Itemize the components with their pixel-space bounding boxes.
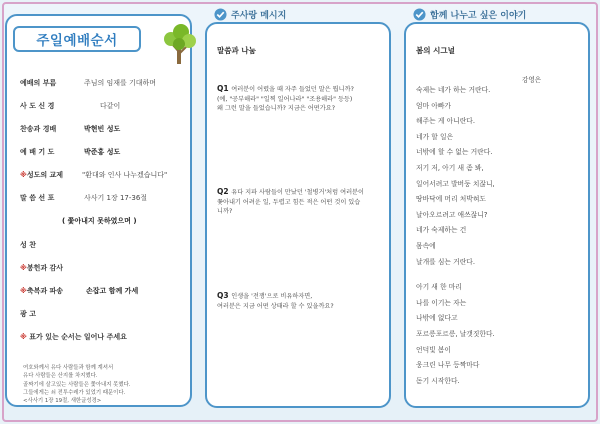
- poem-title: 봄의 시그널: [416, 46, 455, 55]
- order-item-label-text: 표가 있는 순서는 일어나 주세요: [26, 333, 127, 341]
- poem-line: 일어서려고 발버둥 치잖니,: [416, 179, 495, 188]
- story-panel: [404, 22, 590, 408]
- poem-line: 땅바닥에 머리 처박혀도: [416, 195, 486, 204]
- question-line: [217, 207, 387, 217]
- order-item-label-text: 성 찬: [20, 241, 36, 249]
- poem-line: 너밖에 할 수 없는 거란다.: [416, 148, 493, 157]
- poem-line: 네가 할 일은: [416, 132, 454, 141]
- message-panel: [205, 22, 391, 408]
- question-number: Q3: [217, 291, 232, 300]
- stand-marker: ※: [20, 171, 27, 179]
- stand-marker: ※: [20, 264, 27, 272]
- order-item: [20, 193, 195, 203]
- order-item-label: [20, 170, 63, 180]
- order-item-value: 박준홍 성도: [84, 148, 121, 156]
- order-item-label-text: 예 배 기 도: [20, 148, 55, 156]
- verse-line: 여호와께서 유다 사람들과 함께 계셔서: [23, 365, 114, 371]
- order-item-label: [20, 332, 127, 342]
- question-line: [217, 198, 387, 208]
- question-number: Q2: [217, 187, 232, 196]
- order-item-label: [20, 309, 36, 319]
- order-item: [20, 147, 195, 157]
- order-item: [20, 170, 195, 180]
- question-line: [217, 291, 387, 302]
- scripture-verse: [23, 364, 193, 405]
- poem-line: 나를 이기는 자는: [416, 298, 467, 307]
- order-item: [20, 78, 195, 88]
- question-line: [217, 95, 387, 105]
- order-item-label: [20, 286, 63, 296]
- order-item-label: [20, 193, 54, 203]
- order-item: [20, 101, 195, 111]
- check-badge-icon: [413, 8, 426, 21]
- order-item-value: 다같이: [100, 102, 121, 110]
- question-line: [217, 104, 387, 114]
- verse-line: 유다 사람들은 산지를 차지했다.: [23, 373, 98, 380]
- question-text: (예, "공부해라" "일찍 일어나라" "조용해라" 등등): [217, 95, 353, 103]
- question-text: 인생을 '전쟁'으로 비유하자면,: [231, 293, 313, 300]
- order-item-value: 주님의 임재를 기대하며: [84, 79, 157, 87]
- question-block: [217, 291, 387, 311]
- order-item-label: [20, 263, 63, 273]
- section-title: 말씀과 나눔: [217, 46, 256, 55]
- order-item-value: 박현빈 성도: [84, 125, 121, 133]
- order-item-label-text: 사 도 신 경: [20, 102, 55, 110]
- poem-author: 강영은: [522, 76, 542, 84]
- question-text: 유다 지파 사람들이 만났던 '철병거'처럼 여러분이: [231, 189, 364, 196]
- order-item-label: [20, 240, 36, 250]
- poem-line: 엄마 아빠가: [416, 101, 451, 110]
- question-block: [217, 84, 387, 114]
- order-item-value: ( 쫓아내지 못하였으며 ): [62, 217, 137, 225]
- order-item: [20, 240, 195, 250]
- message-header: [214, 7, 286, 21]
- order-item-label: [20, 147, 54, 157]
- poem-line: 돋기 시작한다.: [416, 376, 460, 385]
- stand-marker: ※: [20, 287, 27, 295]
- poem-line: 나밖에 없다고: [416, 314, 458, 323]
- order-item-label-text: 말 씀 선 포: [20, 194, 55, 202]
- poem-line: 해주는 게 아니란다.: [416, 117, 476, 126]
- question-block: [217, 187, 387, 217]
- check-badge-icon: [214, 8, 227, 21]
- order-item-label-text: 봉헌과 감사: [26, 264, 64, 272]
- order-item-label-text: 광 고: [20, 310, 36, 318]
- order-item-label-text: 축복과 파송: [26, 287, 64, 295]
- question-line: [217, 187, 387, 198]
- question-text: 왜 그런 말을 들었습니까? 지금은 어떤가요?: [217, 105, 336, 112]
- order-item: [20, 309, 195, 319]
- poem-line: 저기 저, 아기 새 좀 봐,: [416, 164, 484, 172]
- order-item-label: [20, 78, 56, 88]
- order-item: [20, 263, 195, 273]
- order-item-label: [20, 101, 54, 111]
- worship-order-title: 주일예배순서: [13, 26, 141, 52]
- poem-line: 날개를 심는 거란다.: [416, 257, 476, 266]
- order-item: [20, 124, 195, 134]
- question-line: [217, 84, 387, 95]
- story-header: [413, 7, 526, 21]
- order-item-value: 손잡고 함께 가세: [86, 287, 139, 295]
- poem-line: 숙제는 네가 하는 거란다.: [416, 86, 491, 94]
- order-item-label-text: 예배의 부름: [20, 79, 57, 87]
- poem-line: 웅크린 나무 등짝마다: [416, 361, 480, 370]
- worship-order-panel: [5, 14, 192, 407]
- question-text: 여러분은 지금 어떤 상태라 할 수 있을까요?: [217, 302, 334, 310]
- question-text: 쫓아내기 어려운 일, 두렵고 힘든 적은 어떤 것이 있습: [217, 198, 361, 206]
- poem-line: 몸속에: [416, 242, 436, 250]
- poem-line: 포르릉포르릉, 날갯짓한다.: [416, 330, 495, 338]
- message-header-label: 주사랑 메시지: [231, 10, 287, 21]
- poem-line: 날아오르려고 애쓰잖니?: [416, 210, 488, 219]
- poem-line: 아기 새 한 마리: [416, 283, 462, 292]
- story-header-label: 함께 나누고 싶은 이야기: [430, 10, 527, 21]
- verse-line: 골짜기에 살고있는 사람들은 쫓아내지 못했다.: [23, 381, 131, 388]
- poem-line: 네가 숙제하는 건: [416, 226, 467, 235]
- question-text: 니까?: [217, 208, 233, 215]
- stand-marker: ※: [20, 333, 27, 341]
- question-number: Q1: [217, 84, 232, 93]
- order-item-label-text: 성도의 교제: [26, 171, 64, 179]
- order-item: [20, 286, 195, 296]
- tree-icon: [157, 22, 201, 66]
- order-item-value: "환대와 인사 나누겠습니다": [82, 171, 168, 179]
- verse-line: <사사기 1장 19절, 새한글성경>: [23, 398, 102, 405]
- verse-line: 그들에게는 쇠 전투수레가 있었기 때문이다.: [23, 389, 126, 396]
- question-text: 여러분이 어렸을 때 자주 들었던 말은 뭡니까?: [231, 86, 354, 93]
- order-item-value: 사사기 1장 17-36절: [84, 194, 148, 202]
- order-item: [20, 332, 195, 342]
- question-line: [217, 302, 387, 312]
- order-item-label: [20, 124, 56, 134]
- poem-line: 언덕빛 봄이: [416, 345, 451, 354]
- order-item-label-text: 찬송과 경배: [20, 125, 57, 133]
